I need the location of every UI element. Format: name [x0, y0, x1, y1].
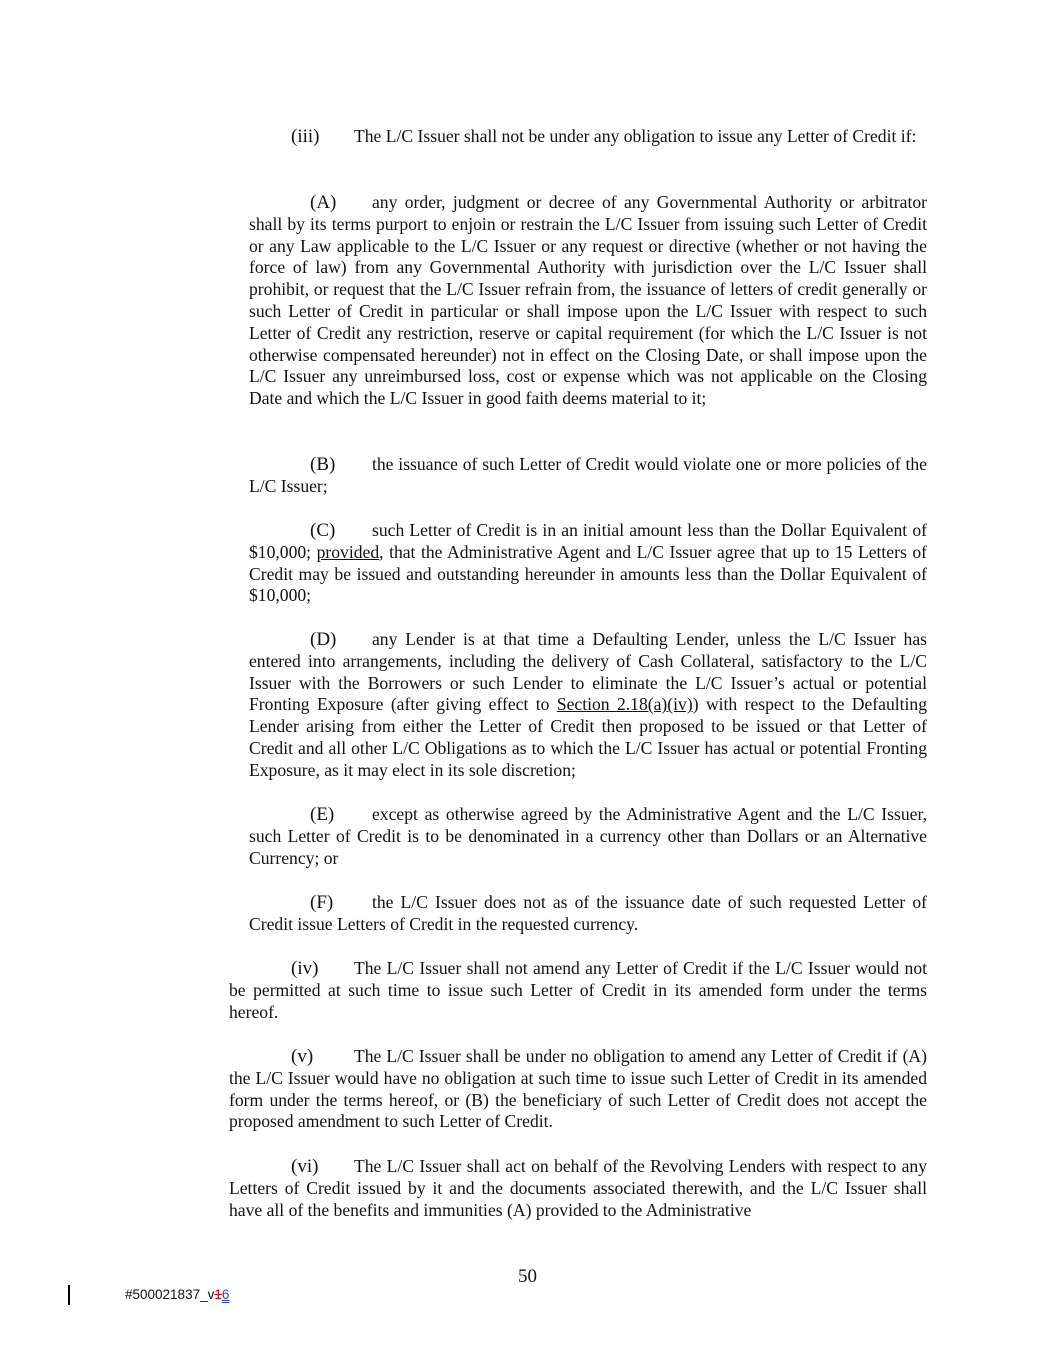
doc-id-inserted-version: 6	[221, 1287, 230, 1302]
paragraph-A	[249, 192, 927, 410]
paragraph-iii	[229, 126, 927, 148]
doc-id-deleted-version: 1	[214, 1287, 222, 1302]
paragraph-C	[249, 520, 927, 607]
paragraph-vi	[229, 1156, 927, 1221]
paragraph-v	[229, 1046, 927, 1133]
provided-term: provided	[316, 541, 380, 562]
clause-number: (A)	[310, 192, 337, 213]
clause-number: (F)	[310, 892, 334, 913]
clause-number: (iii)	[291, 126, 320, 147]
clause-text: The L/C Issuer shall not amend any Letter of Credit if the L/C Issuer would not be permitted at such time to issue such Letter of Credit in its amended form under the terms hereof.	[229, 958, 927, 1022]
clause-text: the issuance of such Letter of Credit would violate one or more policies of the L/C Issuer;	[249, 454, 927, 496]
paragraph-E	[249, 804, 927, 869]
section-reference: Section 2.18(a)(iv)	[556, 694, 693, 715]
clause-text: The L/C Issuer shall act on behalf of the Revolving Lenders with respect to any Letters of Credit issued by it and the documents associated therewith, and the L/C Issuer shall have all of the benefits and immunities (A) provided to the Administrative	[229, 1156, 927, 1220]
clause-text: except as otherwise agreed by the Administrative Agent and the L/C Issuer, such Letter of Credit is to be denominated in a currency other than Dollars or an Alternative Currency; or	[249, 804, 927, 868]
paragraph-F	[249, 892, 927, 936]
clause-number: (E)	[310, 804, 335, 825]
clause-text-before: such Letter of Credit is in an initial amount less than the Dollar Equivalent of $10,000;	[249, 520, 927, 562]
clause-number: (D)	[310, 629, 337, 650]
clause-text-after: ) with respect to the Defaulting Lender arising from either the Letter of Credit then proposed to be issued or that Letter of Credit and all other L/C Obligations as to which the L/C Issuer has actual or potential Fronting Exposure, as it may elect in its sole discretion;	[249, 694, 927, 780]
clause-number: (vi)	[291, 1156, 319, 1177]
clause-text: The L/C Issuer shall not be under any obligation to issue any Letter of Credit if:	[354, 126, 917, 146]
clause-number: (iv)	[291, 958, 319, 979]
clause-number: (v)	[291, 1046, 314, 1067]
clause-text: any order, judgment or decree of any Governmental Authority or arbitrator shall by its terms purport to enjoin or restrain the L/C Issuer from issuing such Letter of Credit or any Law applicable to the L/C Issuer or any request or directive (whether or not having the force of law) from any Governmental Authority with jurisdiction over the L/C Issuer shall prohibit, or request that the L/C Issuer refrain from, the issuance of letters of credit generally or such Letter of Credit in particular or shall impose upon the L/C Issuer with respect to such Letter of Credit any restriction, reserve or capital requirement (for which the L/C Issuer is not otherwise compensated hereunder) not in effect on the Closing Date, or shall impose upon the L/C Issuer any unreimbursed loss, cost or expense which was not applicable on the Closing Date and which the L/C Issuer in good faith deems material to it;	[249, 192, 927, 409]
change-bar	[68, 1285, 70, 1305]
document-id	[125, 1287, 229, 1302]
clause-text: The L/C Issuer shall be under no obligation to amend any Letter of Credit if (A) the L/C Issuer would have no obligation at such time to issue such Letter of Credit in its amended form under the terms hereof, or (B) the beneficiary of such Letter of Credit does not accept the proposed amendment to such Letter of Credit.	[229, 1046, 927, 1132]
clause-text-after: , that the Administrative Agent and L/C Issuer agree that up to 15 Letters of Credit may be issued and outstanding hereunder in amounts less than the Dollar Equivalent of $10,000;	[249, 541, 927, 606]
clause-text: the L/C Issuer does not as of the issuance date of such requested Letter of Credit issue Letters of Credit in the requested currency.	[249, 892, 927, 934]
clause-number: (C)	[310, 520, 336, 541]
page-number: 50	[518, 1266, 537, 1287]
clause-number: (B)	[310, 454, 336, 475]
paragraph-D	[249, 629, 927, 782]
paragraph-B	[249, 454, 927, 498]
paragraph-iv	[229, 958, 927, 1023]
clause-text-before: any Lender is at that time a Defaulting Lender, unless the L/C Issuer has entered into arrangements, including the delivery of Cash Collateral, satisfactory to the L/C Issuer with the Borrowers or such Lender to eliminate the L/C Issuer’s actual or potential Fronting Exposure (after giving effect to	[249, 629, 927, 715]
doc-id-prefix: #500021837_v	[125, 1287, 215, 1302]
